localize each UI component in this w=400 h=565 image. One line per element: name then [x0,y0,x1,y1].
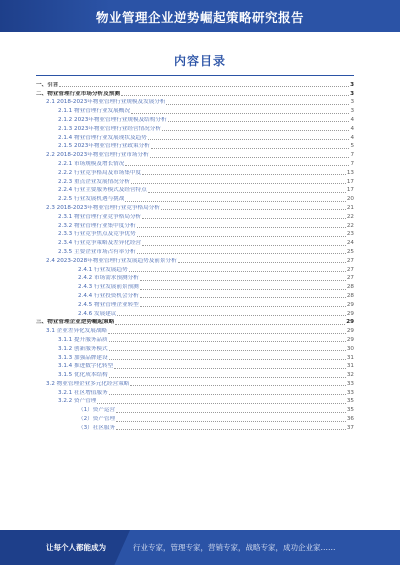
footer-bar [0,530,400,565]
toc-entry[interactable] [36,203,354,212]
toc-entry-title: 2.3.5 主要企业市场占有率分析 [58,248,136,255]
toc-entry-title: 3.2.2 资产管理 [58,398,97,405]
toc-entry[interactable] [36,344,354,353]
toc-entry-page: 4 [350,116,354,123]
toc-leader-dots [166,104,349,105]
toc-entry[interactable] [36,397,354,406]
toc-leader-dots [109,341,346,342]
toc-leader-dots [140,306,346,307]
toc-entry[interactable] [36,186,354,195]
toc-entry[interactable] [36,230,354,239]
toc-entry-page: 22 [346,222,354,229]
toc-leader-dots [142,174,346,175]
toc-entry-title: 3.2 物业管理企业多元化经营策略 [46,380,130,387]
toc-entry-title: 3.1.5 优化成本结构 [58,372,108,379]
toc-entry-title: 2.2.5 行业发展机遇与挑战 [58,196,125,203]
toc-entry-page: 33 [346,380,354,387]
toc-entry-page: 31 [346,363,354,370]
toc-entry-page: 22 [346,213,354,220]
toc-entry[interactable] [36,115,354,124]
toc-entry-title: 2.1.3 2023年物业管理行业经营情况分析 [58,125,161,132]
toc-leader-dots [148,192,346,193]
toc-entry-page: 31 [346,354,354,361]
header-bar [0,0,400,32]
toc-entry-title: 3.1.3 加强品牌建设 [58,354,108,361]
toc-entry[interactable] [36,89,354,98]
toc-entry[interactable] [36,318,354,327]
toc-entry-title: 3.1.1 提升服务品质 [58,336,108,343]
toc-leader-dots [151,148,350,149]
toc-entry[interactable] [36,212,354,221]
toc-entry-page: 29 [346,336,354,343]
toc-leader-dots [140,289,346,290]
toc-entry[interactable] [36,362,354,371]
toc-leader-dots [109,394,346,395]
toc-entry-title: 2.2.3 重点企业发展情况分析 [58,178,130,185]
toc-entry-page: 17 [346,178,354,185]
toc-entry-title: 2.4.4 行业投资机会分析 [78,292,139,299]
toc-entry-page: 33 [346,389,354,396]
toc-leader-dots [97,403,345,404]
toc-entry-title: 一、引言 [36,81,59,88]
toc-entry-title: 2.4 2023-2028年物业管理行业发展趋势及前景分析 [46,257,177,264]
toc-entry-page: 21 [346,204,354,211]
toc-entry-title: 2.1.5 2023年物业管理行业政策分析 [58,143,150,150]
toc-entry[interactable] [36,274,354,283]
toc-leader-dots [116,421,346,422]
toc-entry-page: 5 [350,143,354,150]
toc-entry-title: 2.3.3 行业竞争焦点及竞争优势 [58,231,136,238]
toc-entry-page: 13 [346,169,354,176]
toc-entry-page: 29 [346,328,354,335]
toc-entry-page: 3 [350,90,354,97]
toc-entry[interactable] [36,194,354,203]
toc-leader-dots [115,324,345,325]
toc-entry-page: 27 [346,266,354,273]
toc-entry-title: 2.3.4 行业竞争策略及差异化经营 [58,240,142,247]
toc-entry-title: 2.4.1 行业发展趋势 [78,266,128,273]
toc-entry[interactable] [36,80,354,89]
toc-entry-title: 2.4.3 行业发展前景预测 [78,284,139,291]
toc-entry[interactable] [36,221,354,230]
toc-entry[interactable] [36,106,354,115]
toc-entry-page: 7 [350,160,354,167]
toc-entry-title: 2.2.1 市场规模及增长情况 [58,160,125,167]
toc-entry-page: 28 [346,292,354,299]
toc-entry-page: 28 [346,284,354,291]
toc-entry[interactable] [36,300,354,309]
toc-leader-dots [137,236,346,237]
toc-leader-dots [108,333,346,334]
toc-entry-title: 2.2.2 行业竞争格局及市场集中度 [58,169,142,176]
toc-entry-page: 32 [346,372,354,379]
toc-entry-title: 2.1.2 2023年物业管理行业规模及结构分析 [58,116,167,123]
toc-leader-dots [161,209,346,210]
toc-title: 内容目录 [173,54,226,68]
toc-entry[interactable] [36,265,354,274]
toc-entry-page: 29 [346,319,354,326]
toc-entry-title: 2.4.2 市场需求预测分析 [78,275,139,282]
toc-entry[interactable] [36,124,354,133]
toc-leader-dots [59,86,349,87]
toc-leader-dots [140,280,346,281]
toc-entry-title: 2.1.4 物业管理行业发展现状及趋势 [58,134,147,141]
toc-entry[interactable] [36,150,354,159]
toc-entry-page: 7 [350,152,354,159]
toc-entry[interactable] [36,423,354,432]
toc-entry-title: （2）资产管理 [78,416,116,423]
footer-slogan: 让每个人都能成为 [46,543,106,552]
toc-entry-title: 三、物业管理企业逆势崛起策略 [36,319,115,326]
toc-leader-dots [142,245,346,246]
toc-entry-title: 2.3.1 物业管理行业竞争格局分析 [58,213,142,220]
toc-entry-page: 35 [346,407,354,414]
toc-entry-title: 2.4.6 发展建议 [78,310,117,317]
toc-entry-page: 24 [346,240,354,247]
toc-leader-dots [137,227,346,228]
toc-entry-title: 2.1.1 物业管理行业发展概况 [58,108,130,115]
toc-leader-dots [109,359,346,360]
toc-entry-page: 4 [350,134,354,141]
toc-entry-page: 25 [346,248,354,255]
toc-leader-dots [140,297,346,298]
toc-divider [36,75,354,76]
toc-leader-dots [130,385,345,386]
toc-entry[interactable] [36,326,354,335]
toc-entry-page: 23 [346,231,354,238]
footer-tagline: 行业专家，管理专家，营销专家，战略专家，成功企业家…… [133,543,336,552]
toc-entry[interactable] [36,177,354,186]
toc-entry-page: 29 [346,301,354,308]
toc-entry-title: 2.3 2018-2023年物业管理行业竞争格局分析 [46,204,160,211]
toc-entry[interactable] [36,309,354,318]
toc-entry-page: 37 [346,424,354,431]
toc-leader-dots [150,157,350,158]
toc-entry[interactable] [36,414,354,423]
toc-entry[interactable] [36,159,354,168]
toc-entry-page: 36 [346,416,354,423]
toc-leader-dots [162,130,349,131]
toc-entry[interactable] [36,405,354,414]
toc-entry-title: 2.3.2 物业管理行业集中度分析 [58,222,136,229]
toc-entry-page: 3 [350,81,354,88]
toc-entry-page: 4 [350,125,354,132]
toc-leader-dots [168,121,350,122]
toc-leader-dots [125,201,346,202]
toc-entry-title: （1）资产运营 [78,407,116,414]
toc-entry-title: 二、物业管理行业市场分析及预测 [36,90,120,97]
toc-leader-dots [117,315,345,316]
toc-leader-dots [116,429,346,430]
toc-leader-dots [131,183,346,184]
toc-entry-title: 3.1 企业差异化发展战略 [46,328,108,335]
toc-leader-dots [121,95,349,96]
toc-entry[interactable] [36,370,354,379]
toc-entry[interactable] [36,238,354,247]
toc-entry[interactable] [36,335,354,344]
toc-entry[interactable] [36,256,354,265]
table-of-contents [36,80,354,432]
toc-entry[interactable] [36,247,354,256]
toc-entry-title: 3.2.1 社区增值服务 [58,389,108,396]
toc-entry-page: 3 [350,99,354,106]
toc-entry-page: 27 [346,275,354,282]
toc-entry-page: 30 [346,345,354,352]
document-title: 物业管理企业逆势崛起策略研究报告 [95,10,304,25]
toc-entry-page: 17 [346,187,354,194]
toc-entry[interactable] [36,168,354,177]
toc-leader-dots [178,262,346,263]
toc-entry[interactable] [36,282,354,291]
toc-entry-title: 2.4.5 物业管理企业转型 [78,301,139,308]
toc-entry[interactable] [36,388,354,397]
toc-leader-dots [137,253,346,254]
toc-entry-page: 3 [350,108,354,115]
toc-entry[interactable] [36,142,354,151]
toc-entry[interactable] [36,379,354,388]
toc-leader-dots [109,350,346,351]
toc-entry-title: 2.1 2018-2023年物业管理行业规模及发展分析 [46,99,166,106]
toc-leader-dots [116,412,346,413]
toc-leader-dots [125,165,349,166]
toc-entry[interactable] [36,133,354,142]
toc-leader-dots [131,113,349,114]
toc-entry-page: 35 [346,398,354,405]
toc-leader-dots [148,139,350,140]
toc-entry-title: （3）社区服务 [78,424,116,431]
toc-entry-page: 29 [346,310,354,317]
toc-entry-title: 2.2.4 行业主要服务模式及经营特点 [58,187,147,194]
toc-leader-dots [129,271,346,272]
toc-leader-dots [142,218,346,219]
toc-entry-page: 27 [346,257,354,264]
toc-entry-title: 3.1.4 推进数字化转型 [58,363,114,370]
toc-leader-dots [109,377,346,378]
toc-entry[interactable] [36,291,354,300]
toc-entry-page: 20 [346,196,354,203]
toc-entry[interactable] [36,353,354,362]
toc-leader-dots [114,368,346,369]
toc-entry-title: 3.1.2 创新服务模式 [58,345,108,352]
toc-entry[interactable] [36,98,354,107]
toc-entry-title: 2.2 2018-2023年物业管理行业市场分析 [46,152,149,159]
